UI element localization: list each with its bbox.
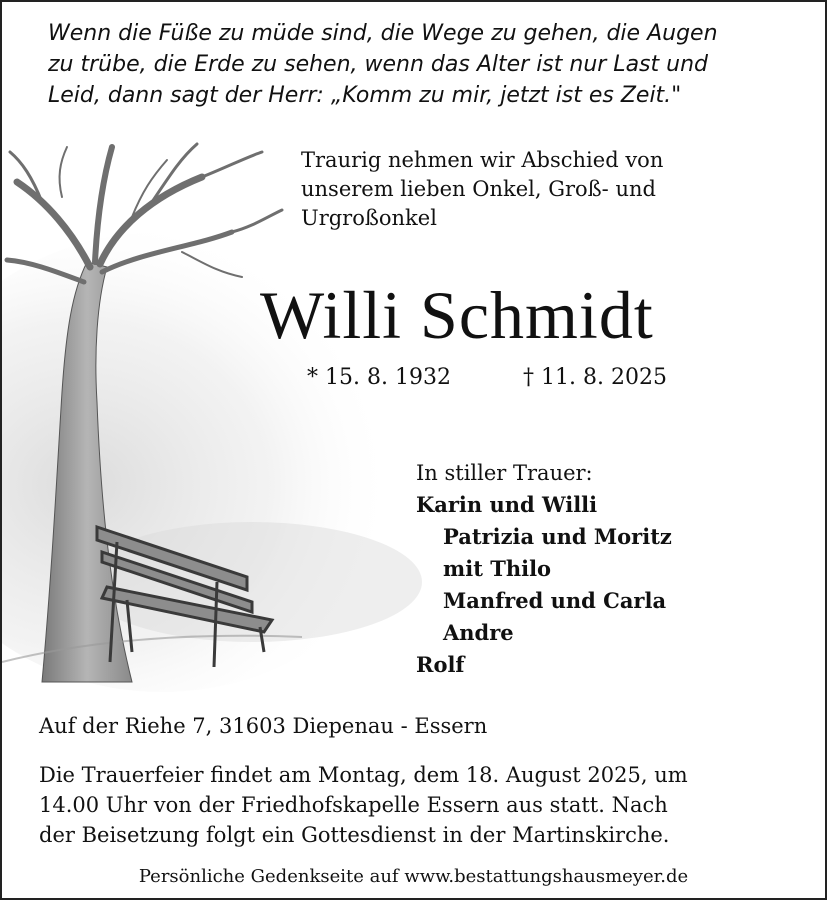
intro-line: Urgroßonkel <box>301 206 437 230</box>
mourner-name: Manfred und Carla <box>443 588 667 613</box>
intro-line: Traurig nehmen wir Abschied von <box>301 148 664 172</box>
mourners-heading: In stiller Trauer: <box>416 461 593 485</box>
farewell-intro <box>301 146 663 233</box>
quote-verse <box>48 18 808 111</box>
mourner-name: Rolf <box>416 652 465 677</box>
mourner-name: Patrizia und Moritz <box>443 524 672 549</box>
mourner-name: Andre <box>443 620 514 645</box>
quote-line: Wenn die Füße zu müde sind, die Wege zu gehen, die Augen <box>48 21 718 46</box>
ceremony-line: der Beisetzung folgt ein Gottesdienst in der Martinskirche. <box>39 823 670 847</box>
deceased-name: Willi Schmidt <box>260 277 654 353</box>
mourner-name: Karin und Willi <box>416 492 598 517</box>
death-date: † 11. 8. 2025 <box>523 365 667 390</box>
birth-date: * 15. 8. 1932 <box>307 365 451 390</box>
intro-line: unserem lieben Onkel, Groß- und <box>301 177 656 201</box>
ceremony-line: 14.00 Uhr von der Friedhofskapelle Essern aus statt. Nach <box>39 793 668 817</box>
memorial-page-link[interactable]: Persönliche Gedenkseite auf www.bestattungshausmeyer.de <box>138 866 689 887</box>
ceremony-info <box>39 760 688 850</box>
mourner-name: mit Thilo <box>443 556 552 581</box>
family-address: Auf der Riehe 7, 31603 Diepenau - Essern <box>39 714 488 738</box>
ceremony-line: Die Trauerfeier findet am Montag, dem 18. August 2025, um <box>39 763 688 787</box>
quote-line: zu trübe, die Erde zu sehen, wenn das Alter ist nur Last und <box>48 52 708 77</box>
quote-line: Leid, dann sagt der Herr: „Komm zu mir, jetzt ist es Zeit." <box>48 83 682 108</box>
mourners-list <box>416 457 672 681</box>
